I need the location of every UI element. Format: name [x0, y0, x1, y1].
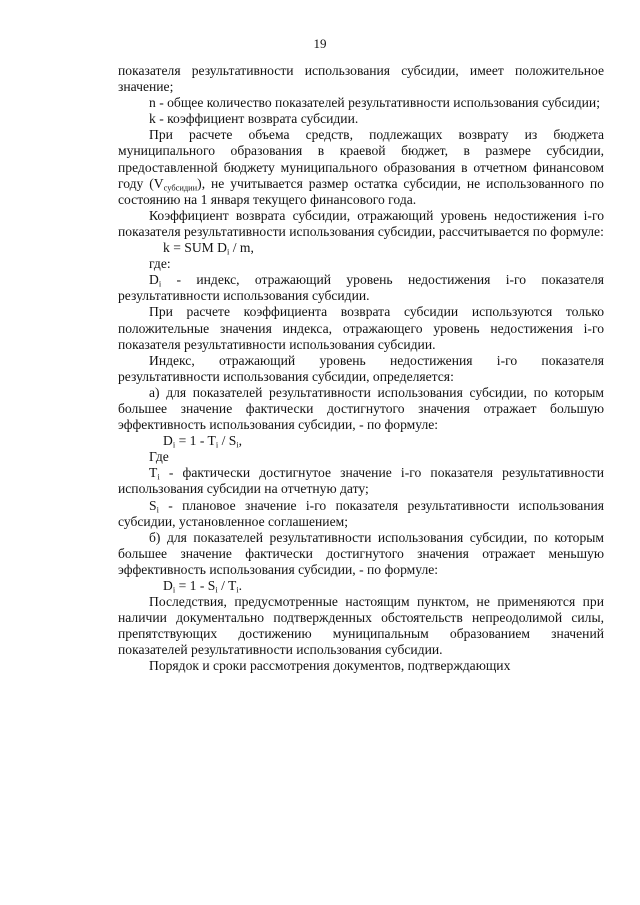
- formula-part: D: [163, 578, 173, 593]
- paragraph: k - коэффициент возврата субсидии.: [149, 111, 359, 127]
- formula-part: = 1 - S: [175, 578, 216, 593]
- subscript: i: [156, 504, 159, 515]
- paragraph: [118, 465, 604, 497]
- formula-part: = 1 - T: [175, 433, 216, 449]
- paragraph: Последствия, предусмотренные настоящим пунктом, не применяются при наличии документально подтвержденных обстоятельств непреодолимой силы, препятствующих достижению муниципальным образованием значений показателей результативности использования субсидии.: [118, 594, 604, 658]
- formula-d-b: [118, 578, 604, 594]
- formula-k: [118, 240, 604, 256]
- variable: D: [149, 272, 159, 288]
- formula-part: k = SUM D: [163, 240, 227, 256]
- paragraph: n - общее количество показателей результативности использования субсидии;: [149, 95, 600, 111]
- formula-part: / T: [217, 578, 237, 593]
- text-span: - фактически достигнутое значение i-го показателя результативности использования субсидии на отчетную дату;: [118, 465, 604, 497]
- where-label: Где: [149, 449, 169, 465]
- paragraph: б) для показателей результативности использования субсидии, по которым большее значение фактически достигнутого значения отражает меньшую эффективность использования субсидии, - по формуле:: [118, 529, 604, 577]
- subscript: i: [157, 471, 160, 482]
- paragraph: [118, 127, 604, 207]
- document-body: [118, 63, 604, 675]
- text-span: - индекс, отражающий уровень недостижения i-го показателя результативности использования субсидии.: [118, 272, 604, 304]
- text-span: ), не учитывается размер остатка субсидии, не использованного по состоянию на 1 января текущего финансового года.: [118, 175, 604, 207]
- page-number: 19: [313, 36, 327, 51]
- subscript: i: [236, 584, 239, 595]
- subscript: i: [158, 278, 162, 289]
- subscript: i: [226, 246, 230, 257]
- paragraph: [118, 498, 604, 530]
- subscript: i: [172, 584, 176, 595]
- paragraph: При расчете коэффициента возврата субсидии используются только положительные значения индекса, отражающего уровень недостижения i-го показателя результативности использования субсидии.: [118, 304, 604, 352]
- subscript: i: [215, 439, 219, 450]
- subscript: i: [172, 439, 176, 450]
- variable: T: [149, 465, 158, 481]
- formula-part: D: [163, 433, 173, 449]
- paragraph: показателя результативности использования субсидии, имеет положительное значение;: [118, 63, 604, 95]
- paragraph: Порядок и сроки рассмотрения документов, подтверждающих: [149, 658, 511, 674]
- formula-part: .: [238, 578, 243, 593]
- subscript: i: [215, 584, 218, 595]
- variable: S: [149, 497, 157, 513]
- paragraph: [118, 272, 604, 304]
- paragraph: Коэффициент возврата субсидии, отражающий уровень недостижения i-го показателя результативности использования субсидии, рассчитывается по формуле:: [118, 207, 604, 239]
- formula-part: / S: [218, 433, 237, 449]
- formula-part: / m,: [229, 240, 254, 256]
- subscript: субсидии: [163, 182, 198, 193]
- formula-d-a: [118, 433, 604, 449]
- text-span: - плановое значение i-го показателя результативности использования субсидии, установленное соглашением;: [118, 497, 604, 529]
- where-label: где:: [149, 256, 171, 272]
- formula-part: ,: [238, 433, 243, 449]
- subscript: i: [236, 439, 239, 450]
- paragraph: Индекс, отражающий уровень недостижения i-го показателя результативности использования субсидии, определяется:: [118, 352, 604, 384]
- paragraph: а) для показателей результативности использования субсидии, по которым большее значение фактически достигнутого значения отражает большую эффективность использования субсидии, - по формуле:: [118, 384, 604, 433]
- text-span: При расчете объема средств, подлежащих возврату из бюджета муниципального образования в краевой бюджет, в размере субсидии, предоставленной бюджету муниципального образования в отчетном финансовом году (V: [118, 127, 604, 191]
